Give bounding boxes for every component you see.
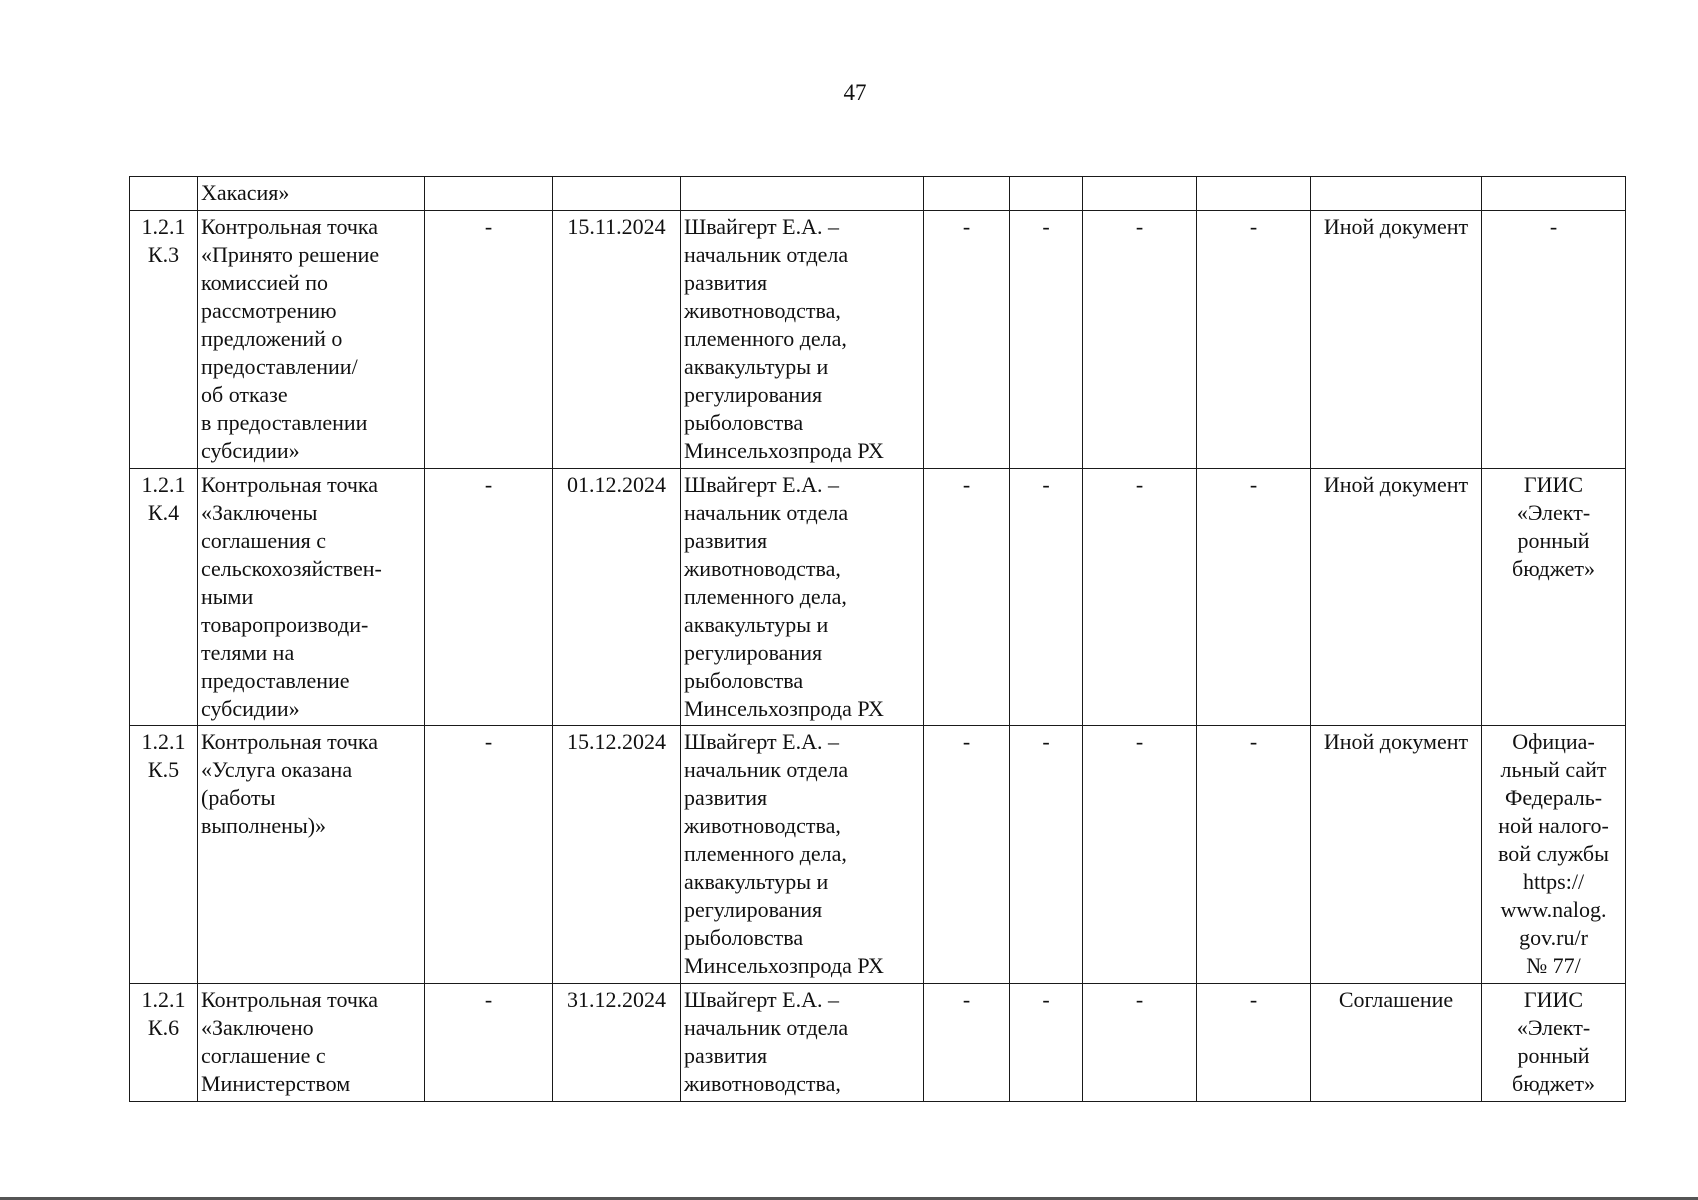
cell-empty — [1311, 177, 1482, 211]
cell-num — [130, 177, 198, 211]
table-row — [130, 469, 1626, 726]
cell-name: Контрольная точка «Принято решение комиссией по рассмотрению предложений о предоставлении/ об отказе в предоставлении субсидии» — [198, 211, 425, 469]
cell-base-value: - — [425, 211, 553, 469]
cell-value: - — [924, 469, 1010, 726]
cell-document-type: Иной документ — [1311, 469, 1482, 726]
cell-base-value: - — [425, 469, 553, 726]
table-row-continuation — [130, 177, 1626, 211]
cell-empty — [681, 177, 924, 211]
table-row — [130, 726, 1626, 984]
cell-value: - — [1197, 726, 1311, 984]
cell-num: 1.2.1 К.3 — [130, 211, 198, 469]
cell-empty — [425, 177, 553, 211]
cell-document-type: Иной документ — [1311, 211, 1482, 469]
cell-information-system: Официа- льный сайт Федераль- ной налого- вой службы https:// www.nalog. gov.ru/r № 77/ — [1482, 726, 1626, 984]
cell-value: - — [1010, 984, 1083, 1102]
cell-information-system: ГИИС «Элект- ронный бюджет» — [1482, 984, 1626, 1102]
cell-name: Контрольная точка «Заключено соглашение с Министерством — [198, 984, 425, 1102]
cell-value: - — [1010, 211, 1083, 469]
table-row — [130, 211, 1626, 469]
cell-value: - — [924, 211, 1010, 469]
cell-information-system: ГИИС «Элект- ронный бюджет» — [1482, 469, 1626, 726]
table-row — [130, 984, 1626, 1102]
cell-date: 01.12.2024 — [553, 469, 681, 726]
control-points-table — [129, 176, 1626, 1102]
cell-num: 1.2.1 К.6 — [130, 984, 198, 1102]
cell-date: 31.12.2024 — [553, 984, 681, 1102]
cell-responsible: Швайгерт Е.А. – начальник отдела развития животноводства, племенного дела, аквакультуры и регулирования рыболовства Минсельхозпрода РХ — [681, 469, 924, 726]
page-number: 47 — [843, 80, 867, 105]
cell-value: - — [924, 726, 1010, 984]
cell-date: 15.11.2024 — [553, 211, 681, 469]
cell-empty — [1083, 177, 1197, 211]
cell-document-type: Иной документ — [1311, 726, 1482, 984]
cell-value: - — [924, 984, 1010, 1102]
cell-name: Хакасия» — [198, 177, 425, 211]
cell-base-value: - — [425, 726, 553, 984]
cell-empty — [1482, 177, 1626, 211]
cell-empty — [553, 177, 681, 211]
cell-document-type: Соглашение — [1311, 984, 1482, 1102]
cell-value: - — [1197, 211, 1311, 469]
cell-value: - — [1083, 469, 1197, 726]
cell-value: - — [1083, 211, 1197, 469]
cell-value: - — [1197, 984, 1311, 1102]
cell-value: - — [1197, 469, 1311, 726]
cell-information-system: - — [1482, 211, 1626, 469]
cell-date: 15.12.2024 — [553, 726, 681, 984]
cell-value: - — [1083, 726, 1197, 984]
cell-name: Контрольная точка «Услуга оказана (работы выполнены)» — [198, 726, 425, 984]
cell-num: 1.2.1 К.5 — [130, 726, 198, 984]
cell-empty — [924, 177, 1010, 211]
cell-responsible: Швайгерт Е.А. – начальник отдела развития животноводства, — [681, 984, 924, 1102]
cell-value: - — [1083, 984, 1197, 1102]
cell-empty — [1010, 177, 1083, 211]
cell-value: - — [1010, 726, 1083, 984]
cell-num: 1.2.1 К.4 — [130, 469, 198, 726]
cell-base-value: - — [425, 984, 553, 1102]
cell-value: - — [1010, 469, 1083, 726]
cell-empty — [1197, 177, 1311, 211]
cell-responsible: Швайгерт Е.А. – начальник отдела развития животноводства, племенного дела, аквакультуры и регулирования рыболовства Минсельхозпрода РХ — [681, 211, 924, 469]
cell-name: Контрольная точка «Заключены соглашения с сельскохозяйствен- ными товаропроизводи- телями на предоставление субсидии» — [198, 469, 425, 726]
cell-responsible: Швайгерт Е.А. – начальник отдела развития животноводства, племенного дела, аквакультуры и регулирования рыболовства Минсельхозпрода РХ — [681, 726, 924, 984]
